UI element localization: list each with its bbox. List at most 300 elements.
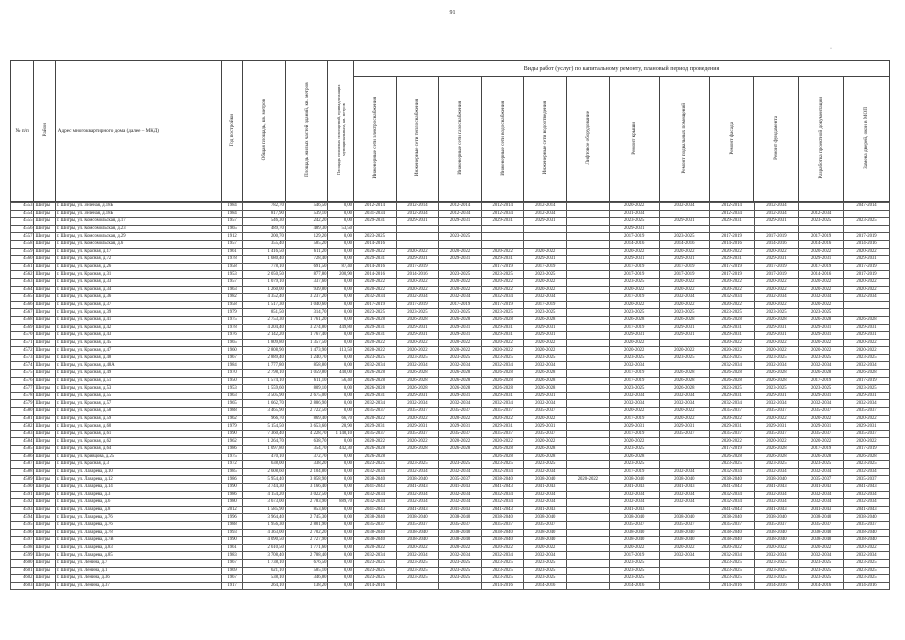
table-cell: г. Шигры, ул. Кривцова, д.25 (55, 453, 221, 461)
table-cell: 2032-2034 (799, 294, 844, 302)
table-cell: 2032-2034 (524, 468, 567, 476)
table-cell: 2020-2022 (754, 438, 799, 446)
table-cell: 2020-2022 (844, 248, 890, 256)
table-cell: 2026-2028 (396, 316, 439, 324)
table-cell: 1976 (221, 332, 242, 340)
table-cell: 2023-2025 (709, 461, 754, 469)
table-cell (659, 567, 709, 575)
table-cell: 1990 (221, 430, 242, 438)
table-cell: 2035-2037 (799, 408, 844, 416)
table-cell: 1978 (221, 256, 242, 264)
table-cell: 2023-2025 (481, 354, 524, 362)
table-cell (659, 453, 709, 461)
table-cell: 1986 (221, 446, 242, 454)
table-cell: 440,00 (328, 370, 354, 378)
table-cell (567, 339, 610, 347)
table-cell: 1 040,60 (285, 301, 328, 309)
table-cell: 1 956,30 (243, 521, 286, 529)
table-row (11, 256, 890, 264)
table-cell: г. Шигры, ул. Красная, д.58 (55, 408, 221, 416)
table-cell: 2032-2034 (439, 499, 482, 507)
table-cell (567, 354, 610, 362)
table-cell: 4596 (11, 529, 34, 537)
table-cell: 2032-2034 (439, 468, 482, 476)
table-cell: г. Шигры, ул. Красная, д.39 (55, 309, 221, 317)
table-row (11, 263, 890, 271)
table-cell: 782,70 (243, 203, 286, 211)
table-cell: 2026-2028 (754, 316, 799, 324)
table-cell: 2017-2019 (609, 415, 659, 423)
table-cell: 2038-2040 (396, 529, 439, 537)
table-cell: Шигры (34, 537, 55, 545)
table-cell: 2023-2025 (799, 218, 844, 226)
table-header (10, 60, 890, 202)
table-cell: 2029-2031 (439, 256, 482, 264)
table-cell: 2014-2016 (709, 240, 754, 248)
table-cell: 2020-2022 (799, 278, 844, 286)
table-cell: Шигры (34, 225, 55, 233)
table-cell: 2026-2028 (754, 453, 799, 461)
table-cell: 2014-2016 (609, 240, 659, 248)
table-cell: 2035-2037 (844, 476, 890, 484)
table-cell (567, 301, 610, 309)
table-cell (567, 468, 610, 476)
table-cell: 2023-2025 (354, 567, 397, 575)
table-cell: 2017-2019 (844, 233, 890, 241)
table-cell (396, 233, 439, 241)
table-cell: 2038-2040 (659, 514, 709, 522)
table-cell: 4564 (11, 286, 34, 294)
table-cell: 1970 (221, 370, 242, 378)
table-cell: 2032-2034 (659, 499, 709, 507)
table-cell: 2 783,90 (285, 499, 328, 507)
table-cell: 2023-2025 (439, 461, 482, 469)
table-cell: 2038-2040 (609, 537, 659, 545)
table-cell: 2023-2025 (609, 446, 659, 454)
table-cell: 2032-2034 (439, 294, 482, 302)
table-cell: 2038-2040 (709, 537, 754, 545)
table-row (11, 582, 890, 590)
table-cell: 1957 (221, 240, 242, 248)
table-cell: 2 727,90 (285, 537, 328, 545)
table-cell: 2032-2034 (609, 362, 659, 370)
table-cell: 2012 (221, 506, 242, 514)
table-cell: 1 079,10 (243, 278, 286, 286)
table-cell: 2032-2034 (799, 362, 844, 370)
table-cell: г. Шигры, ул. Лазарева, д.3 (55, 491, 221, 499)
table-cell: 1 662,70 (243, 400, 286, 408)
table-cell: 2032-2034 (799, 400, 844, 408)
table-cell: 2032-2034 (754, 491, 799, 499)
table-cell: 2038-2040 (754, 529, 799, 537)
table-cell: 2017-2019 (481, 301, 524, 309)
table-cell: 2035-2037 (844, 521, 890, 529)
table-cell: 2038-2040 (354, 514, 397, 522)
table-cell: 2020-2022 (396, 248, 439, 256)
table-cell: 3 744,30 (243, 483, 286, 491)
table-row (11, 567, 890, 575)
table-row (11, 468, 890, 476)
table-cell: 2026-2028 (439, 370, 482, 378)
table-cell (439, 240, 482, 248)
table-cell: 2035-2037 (396, 430, 439, 438)
table-cell: 0,00 (328, 552, 354, 560)
table-cell (659, 582, 709, 590)
table-cell: 2023-2025 (524, 461, 567, 469)
table-cell (567, 332, 610, 340)
table-cell (844, 309, 890, 317)
table-cell: 4553 (11, 203, 34, 211)
table-cell (567, 294, 610, 302)
table-cell: 2014-2016 (799, 271, 844, 279)
table-cell: 2020-2022 (439, 286, 482, 294)
table-cell: 1961 (221, 248, 242, 256)
table-cell: г. Шигры, ул. Красная, д.57 (55, 400, 221, 408)
table-cell: 2029-2031 (659, 324, 709, 332)
table-cell: 2038-2040 (659, 476, 709, 484)
table-cell: 2032-2034 (659, 491, 709, 499)
table-cell: 2032-2034 (354, 499, 397, 507)
table-cell: 4572 (11, 347, 34, 355)
table-cell: 2017-2019 (524, 301, 567, 309)
table-cell: 2029-2031 (799, 256, 844, 264)
header-work-basement: Ремонт подвальных помещений (681, 102, 688, 174)
table-cell: 877,80 (285, 271, 328, 279)
table-cell: 2032-2034 (609, 491, 659, 499)
table-cell (567, 544, 610, 552)
table-cell: 2026-2028 (754, 370, 799, 378)
table-cell: г. Шигры, ул. Красная, д.51 (55, 377, 221, 385)
table-cell: Шигры (34, 218, 55, 226)
table-cell: 2029-2031 (354, 423, 397, 431)
table-cell: 2017-2019 (709, 263, 754, 271)
table-cell: 2032-2034 (659, 468, 709, 476)
table-cell: 2 753,30 (243, 316, 286, 324)
table-cell: 2029-2031 (439, 332, 482, 340)
table-cell: г. Шигры, ул. Лазарева, д.14 (55, 483, 221, 491)
table-cell (844, 210, 890, 218)
table-cell: 2020-2022 (481, 347, 524, 355)
table-cell: 2012-2014 (481, 203, 524, 211)
table-cell: 2029-2031 (709, 324, 754, 332)
table-cell: 2038-2040 (609, 514, 659, 522)
table-cell: 2032-2034 (609, 400, 659, 408)
table-cell: 2029-2031 (659, 218, 709, 226)
table-cell: 2 798,10 (243, 370, 286, 378)
table-cell: 2026-2028 (439, 385, 482, 393)
table-cell: 2014-2016 (609, 582, 659, 590)
table-cell: 2020-2022 (609, 438, 659, 446)
table-cell: 2020-2022 (659, 347, 709, 355)
table-cell: 2026-2028 (799, 453, 844, 461)
table-cell (567, 499, 610, 507)
table-cell: 0,00 (328, 567, 354, 575)
table-cell: Шигры (34, 339, 55, 347)
table-cell: 2032-2034 (709, 552, 754, 560)
table-cell: Шигры (34, 309, 55, 317)
table-cell: 2020-2022 (609, 203, 659, 211)
table-cell: 4574 (11, 362, 34, 370)
table-cell: 2012-2014 (439, 203, 482, 211)
table-cell: 4589 (11, 476, 34, 484)
table-cell: 2 142,20 (243, 332, 286, 340)
table-cell (799, 225, 844, 233)
table-cell: 1953 (221, 271, 242, 279)
table-cell: 2032-2034 (844, 491, 890, 499)
table-cell: 2017-2019 (609, 263, 659, 271)
table-cell: 4554 (11, 210, 34, 218)
table-cell: 1 738,10 (243, 559, 286, 567)
table-cell: 2029-2031 (609, 225, 659, 233)
table-cell: 2026-2028 (439, 316, 482, 324)
table-cell: 1961 (221, 544, 242, 552)
table-cell: 4555 (11, 218, 34, 226)
table-cell: 2032-2034 (439, 552, 482, 560)
table-cell: 2023-2025 (609, 575, 659, 583)
table-cell: 0,00 (328, 544, 354, 552)
table-cell: 2017-2019 (609, 324, 659, 332)
table-cell: 2026-2028 (524, 377, 567, 385)
table-cell: Шигры (34, 203, 55, 211)
table-cell: 3 166,40 (285, 483, 328, 491)
table-cell (567, 309, 610, 317)
table-cell: 2029-2031 (524, 392, 567, 400)
table-cell: 2023-2025 (709, 385, 754, 393)
table-row (11, 210, 890, 218)
table-cell: 2023-2025 (439, 354, 482, 362)
table-cell: 2020-2022 (524, 347, 567, 355)
table-cell: 2023-2025 (481, 575, 524, 583)
table-cell: 2026-2028 (709, 316, 754, 324)
table-cell: 2041-2043 (354, 506, 397, 514)
table-cell: 2032-2034 (354, 400, 397, 408)
table-cell: 1 517,30 (243, 301, 286, 309)
table-cell: г. Шигры, ул. Красная, д.26 (55, 263, 221, 271)
table-cell: Шигры (34, 301, 55, 309)
table-cell: 1965 (221, 225, 242, 233)
table-cell: 2023-2025 (396, 309, 439, 317)
table-cell: 2014-2016 (754, 582, 799, 590)
table-cell: г. Шигры, ул. Ленина, д.7 (55, 559, 221, 567)
table-cell: 2020-2022 (754, 286, 799, 294)
table-cell: 858,80 (285, 362, 328, 370)
table-cell: Шигры (34, 521, 55, 529)
table-cell: 1972 (221, 461, 242, 469)
table-cell: 2017-2019 (396, 263, 439, 271)
table-cell: 2032-2034 (396, 499, 439, 507)
header-work-heat: Инженерные сети теплоснабжения (414, 99, 421, 177)
table-cell: 2017-2019 (844, 446, 890, 454)
table-cell: 1 140,10 (328, 430, 354, 438)
table-cell: 2014-2016 (354, 582, 397, 590)
table-cell: 2029-2031 (396, 218, 439, 226)
table-cell: Шигры (34, 362, 55, 370)
table-cell: 2041-2043 (396, 506, 439, 514)
table-cell: 2032-2034 (844, 362, 890, 370)
table-cell (567, 408, 610, 416)
table-cell: 728,40 (285, 256, 328, 264)
table-cell: г. Шигры, ул. Красная, д.34 (55, 286, 221, 294)
table-cell: 2029-2031 (754, 256, 799, 264)
table-cell: 2023-2025 (396, 461, 439, 469)
table-cell (567, 392, 610, 400)
table-cell: 2038-2040 (481, 529, 524, 537)
table-cell: 2014-2016 (799, 240, 844, 248)
table-cell (524, 240, 567, 248)
table-cell: 2035-2037 (524, 408, 567, 416)
table-cell: Шигры (34, 476, 55, 484)
table-row (11, 446, 890, 454)
table-cell: 3 505,90 (243, 392, 286, 400)
table-cell: 2026-2028 (754, 446, 799, 454)
table-cell: 1962 (221, 438, 242, 446)
table-cell: 2 702,20 (285, 529, 328, 537)
table-cell: 2029-2031 (659, 332, 709, 340)
table-cell: 2041-2043 (481, 483, 524, 491)
table-cell: 2026-2028 (844, 453, 890, 461)
table-row (11, 286, 890, 294)
table-cell: 2023-2025 (709, 567, 754, 575)
table-cell: 4579 (11, 400, 34, 408)
table-cell: 4 154,20 (243, 491, 286, 499)
table-cell: 0,00 (328, 362, 354, 370)
table-cell: 2023-2025 (524, 309, 567, 317)
table-cell (659, 575, 709, 583)
table-cell: 2038-2040 (709, 476, 754, 484)
table-cell: 2023-2025 (524, 559, 567, 567)
table-cell: 2038-2040 (709, 514, 754, 522)
table-cell: 2029-2031 (799, 324, 844, 332)
table-cell: Шигры (34, 354, 55, 362)
header-work-design: Разработка проектной документации (818, 97, 825, 179)
table-cell: Шигры (34, 263, 55, 271)
table-cell: 2023-2025 (609, 559, 659, 567)
table-cell: 2041-2043 (844, 483, 890, 491)
table-cell (567, 491, 610, 499)
table-cell: 4568 (11, 316, 34, 324)
table-cell: 2017-2019 (709, 233, 754, 241)
table-cell: 2020-2022 (567, 476, 610, 484)
table-cell: 2026-2028 (481, 370, 524, 378)
table-cell: г. Шигры, ул. Лазарева, д.8 (55, 506, 221, 514)
table-cell: 4593 (11, 506, 34, 514)
table-cell: 2023-2025 (354, 354, 397, 362)
table-cell: 2026-2028 (709, 370, 754, 378)
table-cell: 869,40 (285, 415, 328, 423)
table-cell (567, 400, 610, 408)
table-cell (567, 362, 610, 370)
table-cell: 2023-2025 (609, 385, 659, 393)
table-cell: 0,00 (328, 385, 354, 393)
table-cell: 2041-2043 (609, 483, 659, 491)
table-cell: 0,00 (328, 575, 354, 583)
table-cell: 2026-2028 (659, 316, 709, 324)
table-cell: Шигры (34, 248, 55, 256)
table-cell: г. Шигры, ул. Красная, д.31 (55, 271, 221, 279)
table-cell: 2020-2022 (354, 248, 397, 256)
table-cell: 2032-2034 (754, 362, 799, 370)
table-cell: 2020-2022 (799, 248, 844, 256)
table-cell: Шигры (34, 438, 55, 446)
table-cell: 2026-2028 (799, 370, 844, 378)
table-cell: 2035-2037 (354, 430, 397, 438)
table-cell: 638,70 (285, 438, 328, 446)
table-cell: 2012-2034 (754, 210, 799, 218)
table-cell: 2041-2043 (609, 506, 659, 514)
table-cell: 0,00 (328, 354, 354, 362)
table-cell: 2041-2043 (799, 483, 844, 491)
table-cell: г. Шигры, ул. Ленина, д.1 (55, 567, 221, 575)
table-cell: 2029-2031 (659, 423, 709, 431)
table-cell: 4 228,70 (285, 430, 328, 438)
table-cell: 2020-2022 (439, 347, 482, 355)
table-cell: 2035-2037 (754, 430, 799, 438)
table-cell: 2026-2028 (396, 370, 439, 378)
table-cell: 2017-2019 (609, 233, 659, 241)
table-cell: 2020-2022 (609, 347, 659, 355)
table-cell: 939,80 (285, 286, 328, 294)
table-cell: 2038-2040 (439, 529, 482, 537)
table-cell: 129,20 (285, 233, 328, 241)
table-cell: 2023-2025 (659, 309, 709, 317)
table-cell: 2023-2025 (439, 559, 482, 567)
table-cell: 2020-2022 (799, 415, 844, 423)
table-cell: 4578 (11, 392, 34, 400)
table-cell: г. Шигры, ул. Зеленая, д.18Б (55, 210, 221, 218)
table-cell: 2020-2022 (659, 408, 709, 416)
table-cell: 1 097,80 (243, 446, 286, 454)
table-cell: 4 090,50 (243, 537, 286, 545)
table-cell: 2029-2031 (709, 423, 754, 431)
table-cell: 0,00 (328, 332, 354, 340)
table-cell: 2041-2043 (481, 506, 524, 514)
header-works-title: Виды работ (услуг) по капитальному ремонту, плановый период проведения (353, 61, 889, 77)
table-cell: 2035-2037 (354, 521, 397, 529)
table-cell: 0,00 (328, 248, 354, 256)
table-cell: 2017-2019 (709, 446, 754, 454)
table-cell: 2017-2019 (609, 370, 659, 378)
table-cell: Шигры (34, 423, 55, 431)
table-cell: 0,00 (328, 483, 354, 491)
table-cell: 2017-2019 (609, 377, 659, 385)
table-cell: Шигры (34, 210, 55, 218)
table-cell: 2020-2022 (354, 544, 397, 552)
table-cell: 2020-2022 (481, 339, 524, 347)
table-cell (659, 225, 709, 233)
table-cell: Шигры (34, 408, 55, 416)
table-cell: 2032-2034 (799, 491, 844, 499)
table-cell: 2032-2034 (709, 468, 754, 476)
table-cell: 2 722,50 (285, 408, 328, 416)
table-cell: 2 745,30 (285, 514, 328, 522)
table-cell: 2012-2034 (709, 210, 754, 218)
table-cell: 2017-2019 (609, 294, 659, 302)
table-cell: 2017-2019 (799, 233, 844, 241)
table-cell: 778,10 (243, 263, 286, 271)
table-cell (567, 256, 610, 264)
header-work-roof: Ремонт крыши (631, 121, 638, 155)
table-row (11, 461, 890, 469)
table-cell: 2020-2022 (609, 286, 659, 294)
table-row (11, 430, 890, 438)
table-cell: 2023-2025 (354, 309, 397, 317)
table-cell: 2026-2028 (481, 446, 524, 454)
table-cell: 2020-2022 (439, 544, 482, 552)
table-row (11, 483, 890, 491)
page-mark: · (830, 46, 832, 52)
table-row (11, 354, 890, 362)
table-cell: 2012-2034 (481, 210, 524, 218)
